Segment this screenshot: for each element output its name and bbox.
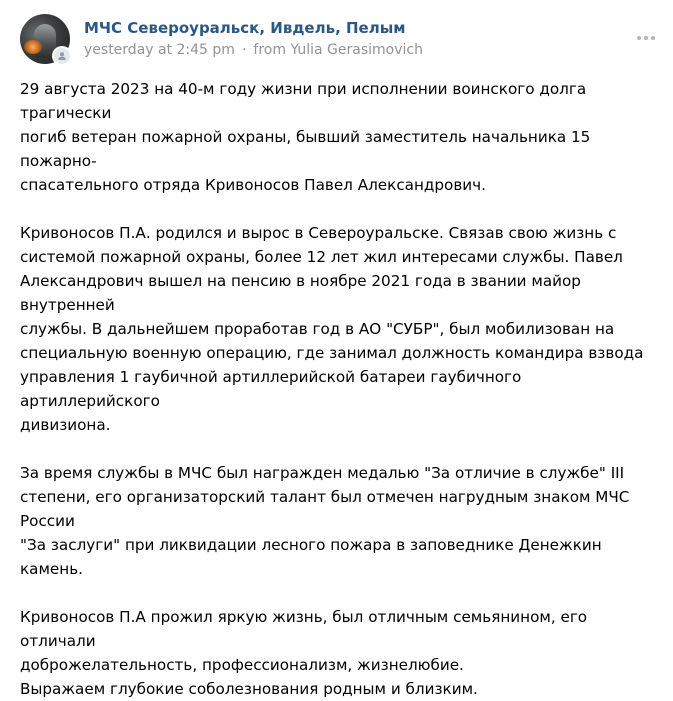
text-line: управления 1 гаубичной артиллерийской батареи гаубичного артиллерийского xyxy=(20,368,522,410)
post-menu-button[interactable] xyxy=(634,30,658,46)
community-badge-icon xyxy=(57,51,67,61)
post-header xyxy=(20,14,660,64)
post-paragraph xyxy=(20,605,660,701)
text-line: спасательного отряда Кривоносов Павел Александрович. xyxy=(20,176,486,194)
text-line: специальную военную операцию, где занимал должность командира взвода xyxy=(20,344,644,362)
text-line: погиб ветеран пожарной охраны, бывший заместитель начальника 15 пожарно- xyxy=(20,128,591,170)
post-author[interactable]: from Yulia Gerasimovich xyxy=(253,42,423,58)
avatar-badge xyxy=(52,46,72,66)
post-paragraph xyxy=(20,77,660,197)
text-line: службы. В дальнейшем проработав год в АО "СУБР", был мобилизован на xyxy=(20,320,615,338)
text-line: дивизиона. xyxy=(20,416,111,434)
more-dots-icon xyxy=(634,30,658,46)
text-line: Кривоносов П.А прожил яркую жизнь, был отличным семьянином, его отличали xyxy=(20,608,588,650)
text-line: Александрович вышел на пенсию в ноябре 2021 года в звании майор внутренней xyxy=(20,272,581,314)
meta-separator: · xyxy=(241,42,247,58)
post-timestamp[interactable]: yesterday at 2:45 pm xyxy=(84,42,235,58)
paragraph-gap xyxy=(20,437,660,461)
text-line: 29 августа 2023 на 40-м году жизни при исполнении воинского долга трагически xyxy=(20,80,587,122)
text-line: Выражаем глубокие соболезнования родным и близким. xyxy=(20,680,478,698)
text-line: доброжелательность, профессионализм, жизнелюбие. xyxy=(20,656,464,674)
avatar-fire-glow xyxy=(24,40,42,54)
post-meta xyxy=(84,41,423,59)
group-name-link[interactable]: МЧС Североуральск, Ивдель, Пелым xyxy=(84,19,406,37)
post-paragraph xyxy=(20,461,660,581)
text-line: "За заслуги" при ликвидации лесного пожара в заповеднике Денежкин камень. xyxy=(20,536,602,578)
text-line: Кривоносов П.А. родился и вырос в Североуральске. Связав свою жизнь с xyxy=(20,224,617,242)
post-paragraph xyxy=(20,221,660,437)
paragraph-gap xyxy=(20,197,660,221)
paragraph-gap xyxy=(20,581,660,605)
text-line: За время службы в МЧС был награжден медалью "За отличие в службе" III xyxy=(20,464,625,482)
text-line: системой пожарной охраны, более 12 лет жил интересами службы. Павел xyxy=(20,248,623,266)
post-text xyxy=(20,77,660,701)
text-line: степени, его организаторский талант был отмечен нагрудным знаком МЧС России xyxy=(20,488,630,530)
